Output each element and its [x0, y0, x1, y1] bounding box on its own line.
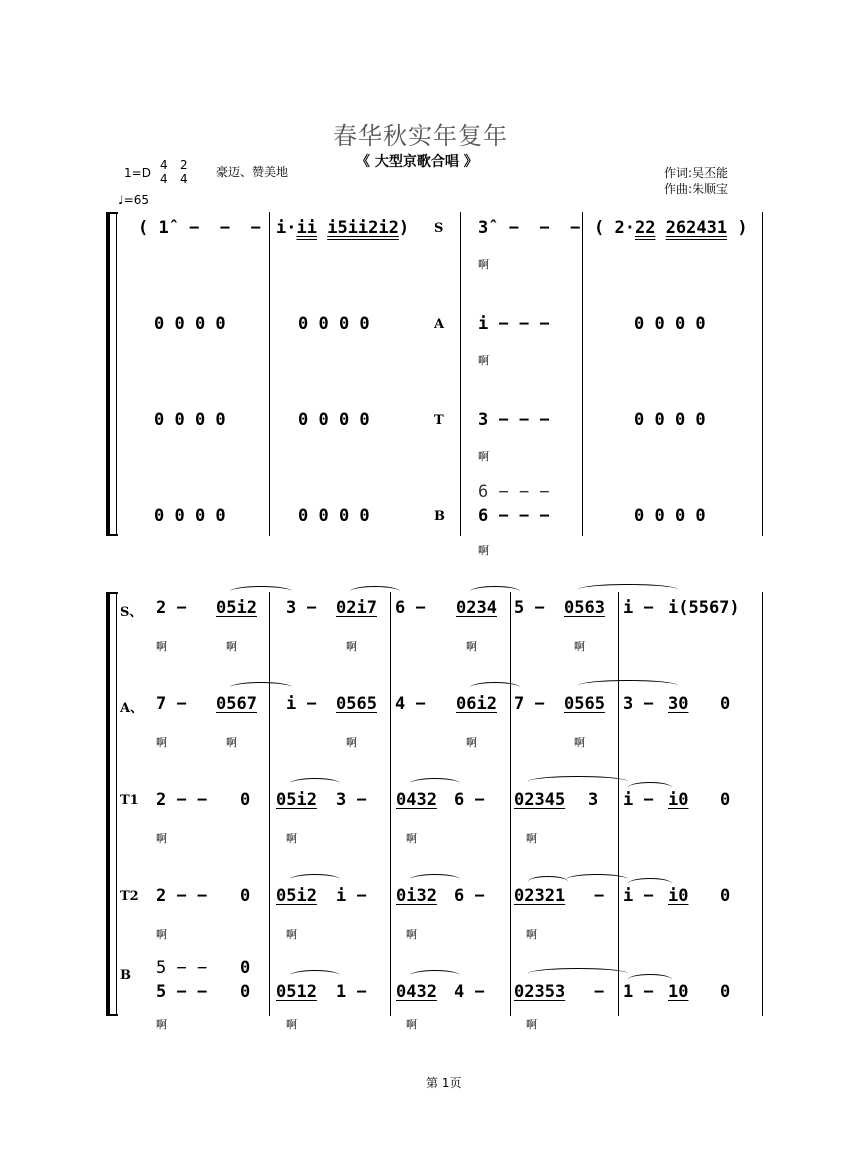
slur [628, 974, 672, 985]
note-group: 05i2 [216, 598, 257, 618]
note-group: 0 [720, 886, 731, 906]
barline [460, 212, 461, 536]
note-group: 02321 [514, 886, 566, 906]
slur [410, 970, 460, 981]
lyric: 啊 [346, 736, 357, 749]
voice-label: T2 [120, 889, 139, 904]
lyric: 啊 [406, 832, 417, 845]
measure: 6 − − − [478, 482, 550, 502]
expression-mark: 豪迈、赞美地 [216, 165, 289, 179]
measure: 0 0 0 0 [634, 410, 706, 430]
note-group: 0 [240, 790, 251, 810]
note-group: 02i7 [336, 598, 377, 618]
tempo-mark: ♩=65 [118, 193, 149, 207]
lyric: 啊 [478, 354, 489, 367]
staff-part-2 [108, 314, 763, 367]
measure: 0 0 0 0 [298, 506, 370, 526]
note-group: 4 − [454, 982, 485, 1002]
page-number: 第 1页 [426, 1076, 462, 1090]
voice-label: A、 [120, 701, 144, 716]
note-group: 0 [720, 790, 731, 810]
note-group: 10 [668, 982, 689, 1002]
voice-label-s: S [434, 221, 444, 236]
staff-soprano [108, 598, 763, 653]
lyric: 啊 [478, 450, 489, 463]
note-group: 0567 [216, 694, 257, 714]
slur [470, 586, 520, 597]
slur [290, 778, 340, 789]
lyric: 啊 [478, 258, 489, 271]
note-group: 1 − [623, 982, 654, 1002]
voice-label: B [120, 968, 131, 983]
measure: 0 0 0 0 [634, 506, 706, 526]
slur [628, 782, 672, 793]
measure: i·ii i5ii2i2) [276, 218, 410, 238]
note-group: 0432 [396, 790, 437, 810]
note-group: 0i32 [396, 886, 437, 906]
lyric: 啊 [466, 736, 477, 749]
note-group: i − [286, 694, 317, 714]
lyric: 啊 [286, 928, 297, 941]
lyric: 啊 [574, 736, 585, 749]
measure: 0 0 0 0 [154, 314, 226, 334]
note-group: i0 [668, 790, 689, 810]
measure: ( 1̂ − − − [138, 218, 261, 238]
staff-alto [108, 694, 763, 749]
slur [578, 680, 678, 691]
note-group: 3 − [623, 694, 654, 714]
note-group: i − [623, 886, 654, 906]
key-signature: 1=D [124, 166, 151, 180]
measure: 6 − − − [478, 506, 550, 526]
staff-part-1 [108, 218, 763, 271]
slur [528, 776, 628, 787]
staff-part-4 [108, 482, 763, 557]
slur [230, 586, 292, 597]
note-group: 6 − [395, 598, 426, 618]
barline [269, 212, 270, 536]
note-group: 0 [720, 982, 731, 1002]
note-group: 0 [720, 694, 731, 714]
note-group: 5 − [514, 598, 545, 618]
lyric: 啊 [406, 1018, 417, 1031]
lyric: 啊 [574, 640, 585, 653]
note-group: i − [623, 790, 654, 810]
measure: i − − − [478, 314, 550, 334]
note-group: 02353 [514, 982, 566, 1002]
note-group: 7 − [514, 694, 545, 714]
note-group: 30 [668, 694, 689, 714]
note-group: i − [336, 886, 367, 906]
voice-label-t: T [434, 413, 444, 428]
note-group: 3 − [336, 790, 367, 810]
slur [350, 586, 400, 597]
measure: 3 − − − [478, 410, 550, 430]
lyric: 啊 [156, 928, 167, 941]
note-group: 1 − [336, 982, 367, 1002]
measure: 3̂ − − − [478, 218, 581, 238]
lyric: 啊 [406, 928, 417, 941]
note-group: 0563 [564, 598, 605, 618]
voice-label: S、 [120, 605, 143, 620]
note-group: 4 − [395, 694, 426, 714]
measure: 0 0 0 0 [298, 410, 370, 430]
note-group: i(5567) [668, 598, 740, 618]
note-group: 6 − [454, 886, 485, 906]
lyric: 啊 [156, 1018, 167, 1031]
lyric: 啊 [156, 736, 167, 749]
lyric: 啊 [286, 1018, 297, 1031]
time-signature-1: 4 4 [160, 158, 168, 186]
note-group: 06i2 [456, 694, 497, 714]
measure: 0 0 0 0 [154, 410, 226, 430]
lyric: 啊 [478, 544, 489, 557]
voice-label: T1 [120, 793, 139, 808]
lyric: 啊 [346, 640, 357, 653]
lyric: 啊 [156, 640, 167, 653]
staff-tenor-1 [108, 790, 763, 845]
slur [290, 874, 340, 885]
note-group: 0 [240, 958, 251, 978]
note-group: 2 − [156, 598, 187, 618]
barline [762, 212, 763, 536]
composer: 作曲:朱顺宝 [664, 182, 729, 196]
note-group: 7 − [156, 694, 187, 714]
measure: 0 0 0 0 [634, 314, 706, 334]
note-group: − [594, 886, 605, 906]
score-title: 春华秋实年复年 [333, 122, 508, 150]
score-subtitle: 《 大型京歌合唱 》 [356, 154, 478, 170]
voice-label-a: A [434, 317, 445, 332]
note-group: 0512 [276, 982, 317, 1002]
note-group: 3 − [286, 598, 317, 618]
note-group: 0565 [564, 694, 605, 714]
note-group: 0432 [396, 982, 437, 1002]
note-group: 0 [240, 982, 251, 1002]
lyric: 啊 [526, 928, 537, 941]
note-group: 6 − [454, 790, 485, 810]
lyricist: 作词:吴丕能 [664, 166, 729, 180]
note-group: 2 − − [156, 790, 208, 810]
staff-bass [108, 958, 763, 1031]
note-group: i − [623, 598, 654, 618]
note-group: − [594, 982, 605, 1002]
lyric: 啊 [466, 640, 477, 653]
note-group: 5 − − [156, 958, 208, 978]
lyric: 啊 [286, 832, 297, 845]
slur [290, 970, 340, 981]
measure: 0 0 0 0 [154, 506, 226, 526]
voice-label-b: B [434, 509, 445, 524]
note-group: 0565 [336, 694, 377, 714]
note-group: 5 − − [156, 982, 208, 1002]
barline [582, 212, 583, 536]
lyric: 啊 [226, 640, 237, 653]
note-group: 02345 [514, 790, 566, 810]
slur [410, 778, 460, 789]
note-group: 0 [240, 886, 251, 906]
slur [578, 584, 678, 595]
slur [566, 874, 628, 885]
lyric: 啊 [156, 832, 167, 845]
time-signature-2: 2 4 [180, 158, 188, 186]
note-group: 05i2 [276, 886, 317, 906]
staff-part-3 [108, 410, 763, 463]
slur [470, 682, 520, 693]
note-group: 3 [588, 790, 599, 810]
measure: ( 2·22 262431 ) [594, 218, 748, 238]
slur [628, 878, 672, 889]
measure: 0 0 0 0 [298, 314, 370, 334]
note-group: 05i2 [276, 790, 317, 810]
lyric: 啊 [526, 832, 537, 845]
lyric: 啊 [526, 1018, 537, 1031]
slur [528, 876, 568, 887]
note-group: 0234 [456, 598, 497, 618]
system-1 [108, 212, 763, 557]
slur [410, 874, 460, 885]
slur [528, 968, 628, 979]
system-2 [108, 592, 763, 1031]
slur [230, 682, 292, 693]
note-group: 2 − − [156, 886, 208, 906]
staff-tenor-2 [108, 886, 763, 941]
lyric: 啊 [226, 736, 237, 749]
note-group: i0 [668, 886, 689, 906]
